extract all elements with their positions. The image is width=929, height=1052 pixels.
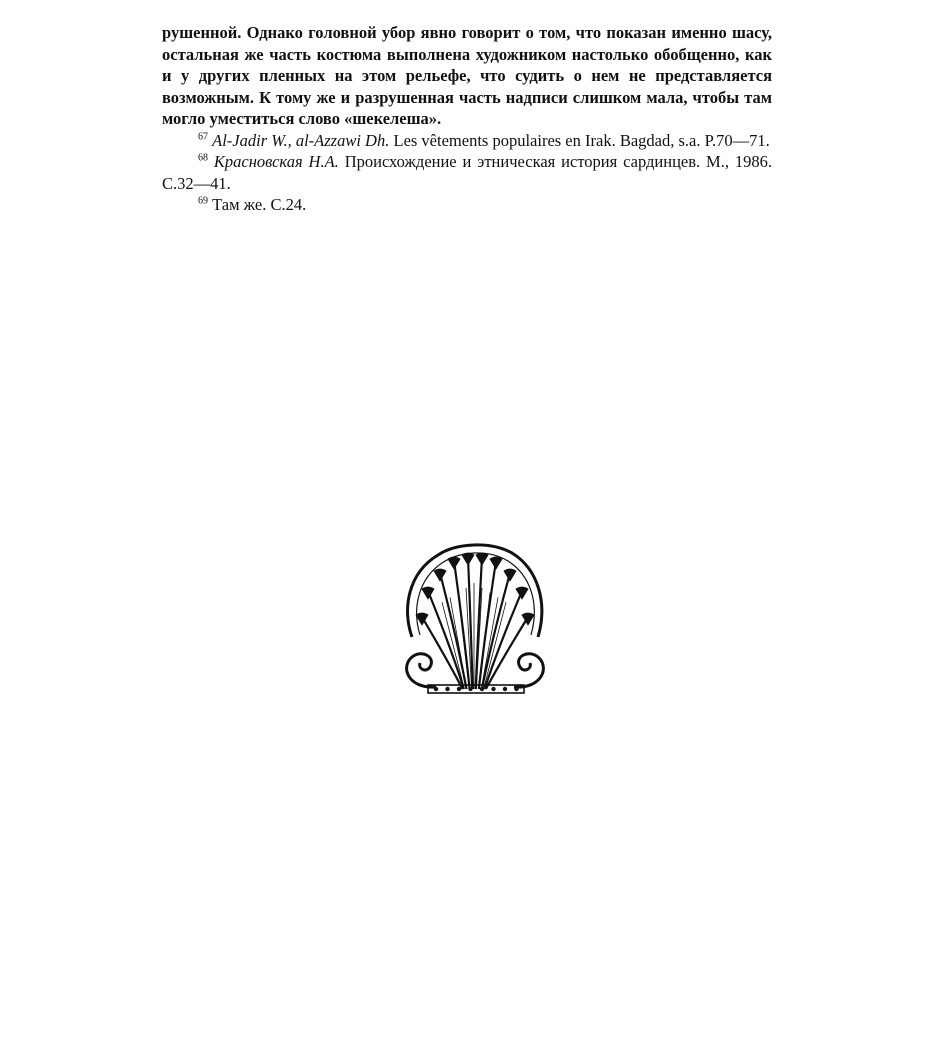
footnote-text: Происхождение и этническая история сардинцев. М., 1986. С.32—41.	[162, 152, 773, 193]
footnote-69	[162, 194, 772, 216]
footnote-text: Там же. С.24.	[208, 195, 307, 214]
footnote-authors: Al-Jadir W., al-Azzawi Dh.	[212, 130, 390, 150]
footnote-number: 69	[198, 195, 208, 207]
footnote-authors: Красновская Н.А.	[213, 152, 339, 171]
palmette-fan-ornament-icon	[398, 539, 551, 699]
footnote-text: Les vêtements populaires en Irak. Bagdad, s.a. P.70—71.	[389, 130, 770, 150]
text-block	[162, 22, 772, 216]
footnote-67	[162, 130, 772, 152]
footnote-number: 67	[198, 131, 208, 142]
footnote-68	[162, 151, 772, 194]
footnote-number: 68	[198, 152, 208, 164]
main-paragraph: рушенной. Однако головной убор явно говорит о том, что показан именно шасу, остальная же часть костюма выполнена художником настолько обобщенно, как и у других пленных на этом рельефе, что судить о нем не представляется возможным. К тому же и разрушенная часть надписи слишком мала, чтобы там могло уместиться слово «шекелеша».	[162, 23, 772, 128]
